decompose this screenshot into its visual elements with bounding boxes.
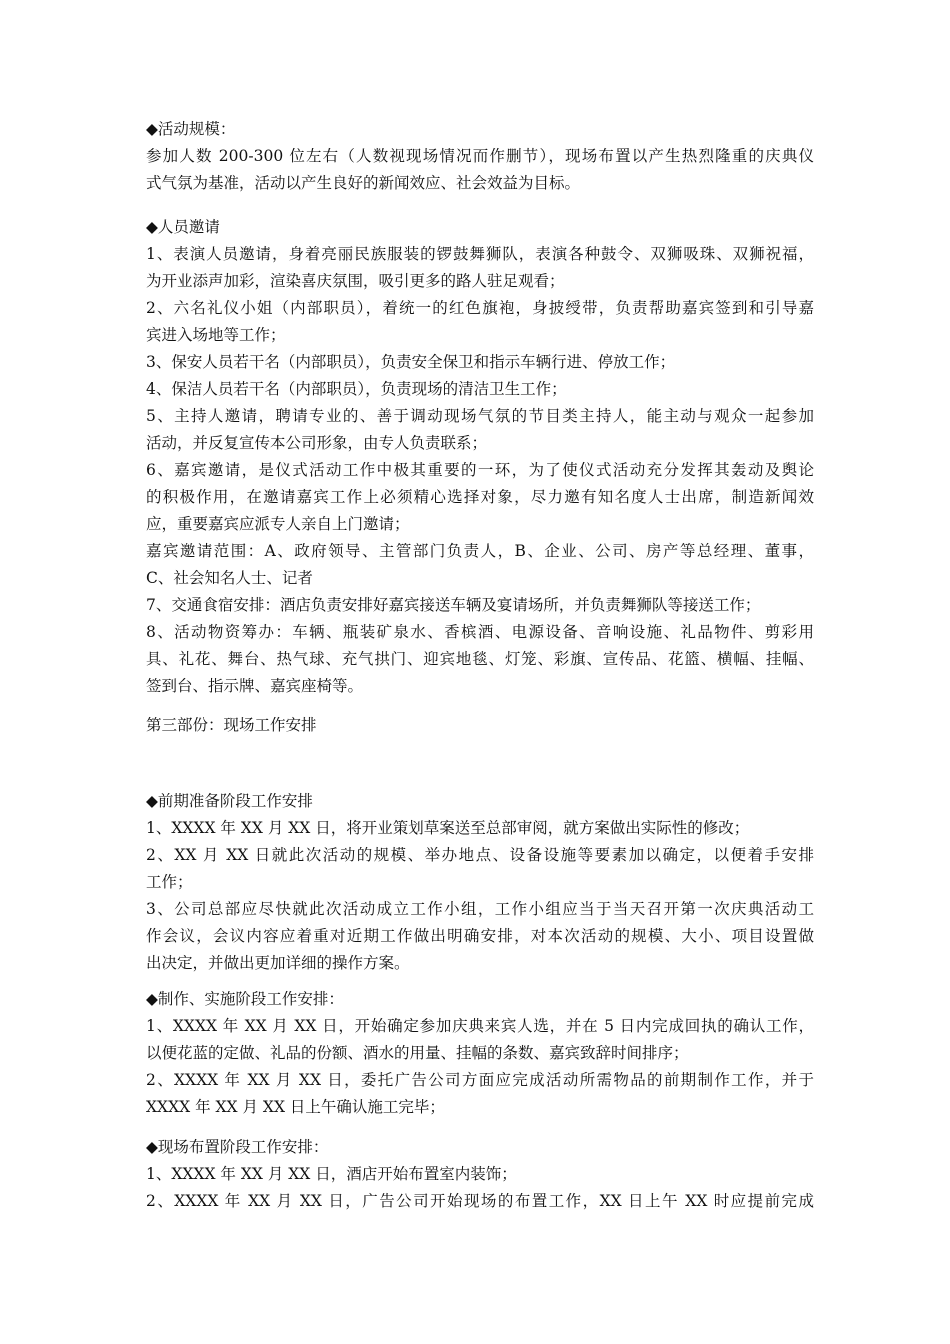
- section-heading: ◆前期准备阶段工作安排: [146, 792, 313, 810]
- paragraph-line: 式气氛为基准，活动以产生良好的新闻效应、社会效益为目标。: [146, 174, 581, 192]
- paragraph-line: 具、礼花、舞台、热气球、充气拱门、迎宾地毯、灯笼、彩旗、宣传品、花篮、横幅、挂幅、: [146, 650, 814, 668]
- paragraph-line: 3、保安人员若干名（内部职员），负责安全保卫和指示车辆行进、停放工作；: [146, 353, 676, 371]
- section-personnel-invitation: [146, 214, 814, 700]
- paragraph-line: 的积极作用，在邀请嘉宾工作上必须精心选择对象，尽力邀有知名度人士出席，制造新闻效: [146, 488, 814, 506]
- paragraph-line: C、社会知名人士、记者: [146, 569, 313, 587]
- paragraph-line: 7、交通食宿安排：酒店负责安排好嘉宾接送车辆及宴请场所，并负责舞狮队等接送工作；: [146, 596, 761, 614]
- part-title: 第三部份：现场工作安排: [146, 716, 317, 734]
- section-heading: ◆人员邀请: [146, 218, 220, 236]
- section-production-stage: [146, 986, 814, 1121]
- paragraph-line: 1、表演人员邀请，身着亮丽民族服装的锣鼓舞狮队，表演各种鼓令、双狮吸珠、双狮祝福，: [146, 245, 814, 263]
- paragraph-line: 1、XXXX 年 XX 月 XX 日，将开业策划草案送至总部审阅，就方案做出实际性的修改；: [146, 819, 750, 837]
- paragraph-line: 宾进入场地等工作；: [146, 326, 286, 344]
- paragraph-line: 活动，并反复宣传本公司形象，由专人负责联系；: [146, 434, 488, 452]
- paragraph-line: 以便花蓝的定做、礼品的份额、酒水的用量、挂幅的条数、嘉宾致辞时间排序；: [146, 1044, 689, 1062]
- paragraph-line: 为开业添声加彩，渲染喜庆氛围，吸引更多的路人驻足观看；: [146, 272, 565, 290]
- paragraph-line: 2、六名礼仪小姐（内部职员），着统一的红色旗袍，身披绶带，负责帮助嘉宾签到和引导嘉: [146, 299, 814, 317]
- paragraph-line: 出决定，并做出更加详细的操作方案。: [146, 954, 410, 972]
- paragraph-line: 1、XXXX 年 XX 月 XX 日，开始确定参加庆典来宾人选，并在 5 日内完成回执的确认工作，: [146, 1017, 814, 1035]
- paragraph-line: 8、活动物资筹办：车辆、瓶装矿泉水、香槟酒、电源设备、音响设施、礼品物件、剪彩用: [146, 623, 814, 641]
- paragraph-line: 嘉宾邀请范围：A、政府领导、主管部门负责人，B、企业、公司、房产等总经理、董事，: [146, 542, 814, 560]
- paragraph-line: 6、嘉宾邀请，是仪式活动工作中极其重要的一环，为了使仪式活动充分发挥其轰动及舆论: [146, 461, 814, 479]
- section-heading: ◆制作、实施阶段工作安排：: [146, 990, 344, 1008]
- paragraph-line: XXXX 年 XX 月 XX 日上午确认施工完毕；: [146, 1098, 445, 1116]
- section-site-setup-stage: [146, 1134, 814, 1215]
- paragraph-line: 参加人数 200-300 位左右（人数视现场情况而作删节），现场布置以产生热烈隆重的庆典仪: [146, 147, 814, 165]
- paragraph-line: 2、XX 月 XX 日就此次活动的规模、举办地点、设备设施等要素加以确定，以便着手安排: [146, 846, 814, 864]
- section-heading: ◆活动规模：: [146, 120, 236, 138]
- paragraph-line: 2、XXXX 年 XX 月 XX 日，广告公司开始现场的布置工作，XX 日上午 XX 时应提前完成: [146, 1192, 814, 1210]
- paragraph-line: 作会议，会议内容应着重对近期工作做出明确安排，对本次活动的规模、大小、项目设置做: [146, 927, 814, 945]
- section-part-three: [146, 712, 814, 739]
- paragraph-line: 应，重要嘉宾应派专人亲自上门邀请；: [146, 515, 410, 533]
- paragraph-line: 工作；: [146, 873, 193, 891]
- paragraph-line: 1、XXXX 年 XX 月 XX 日，酒店开始布置室内装饰；: [146, 1165, 517, 1183]
- paragraph-line: 4、保洁人员若干名（内部职员），负责现场的清洁卫生工作；: [146, 380, 567, 398]
- paragraph-line: 签到台、指示牌、嘉宾座椅等。: [146, 677, 364, 695]
- paragraph-line: 2、XXXX 年 XX 月 XX 日，委托广告公司方面应完成活动所需物品的前期制作工作，并于: [146, 1071, 814, 1089]
- paragraph-line: 3、公司总部应尽快就此次活动成立工作小组，工作小组应当于当天召开第一次庆典活动工: [146, 900, 814, 918]
- section-activity-scale: [146, 116, 814, 197]
- paragraph-line: 5、主持人邀请，聘请专业的、善于调动现场气氛的节目类主持人，能主动与观众一起参加: [146, 407, 814, 425]
- section-preparation-stage: [146, 788, 814, 977]
- section-heading: ◆现场布置阶段工作安排：: [146, 1138, 329, 1156]
